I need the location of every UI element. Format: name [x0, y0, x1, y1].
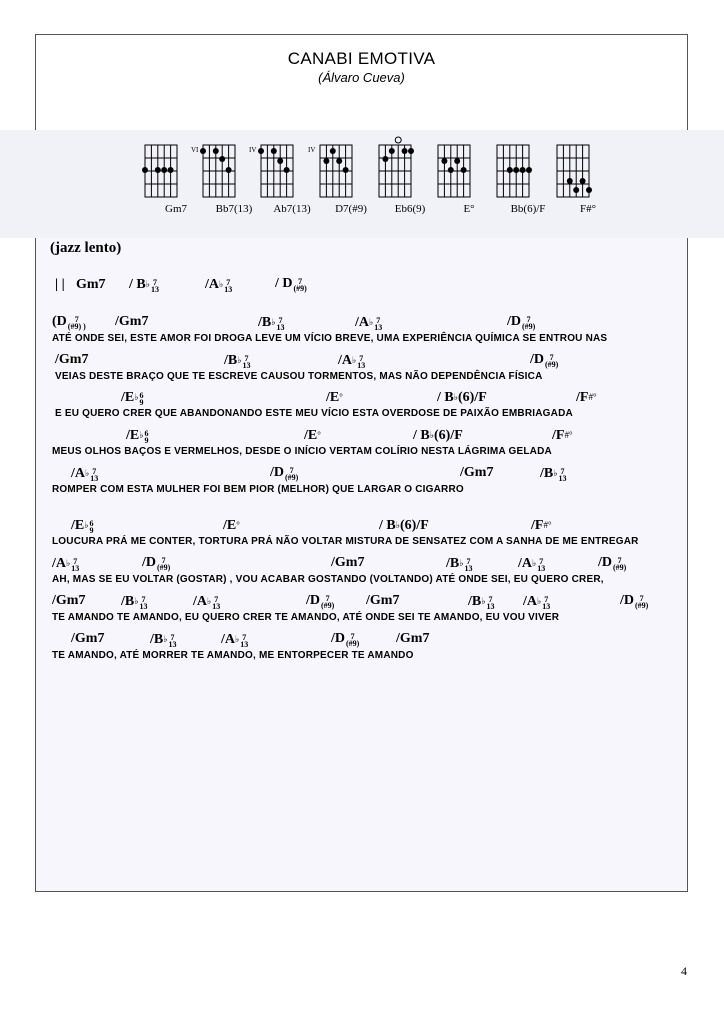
chord-bb7-13: /B♭ 7 13: [258, 315, 285, 332]
chord-gm7: /Gm7: [460, 465, 494, 480]
chord-ab7-13: /A♭ 7 13: [205, 277, 233, 294]
song-author: (Álvaro Cueva): [318, 70, 405, 85]
chord-eb6-9: /E♭ 6 9: [121, 390, 144, 407]
lyric-line: TE AMANDO TE AMANDO, EU QUERO CRER TE AMANDO, ATÉ ONDE SEI TE AMANDO, EU VOU VIVER: [52, 612, 560, 623]
chord-d7-s9: /D 7 (#9): [331, 631, 360, 648]
chord-gm7: /Gm7: [55, 352, 89, 367]
chord-d7-s9: /D 7 (#9): [620, 593, 649, 610]
chord-ab7-13: /A♭ 7 13: [193, 594, 221, 611]
chord-diagram-name: F#°: [579, 203, 597, 215]
chord-diagram-name: E°: [463, 203, 475, 215]
chord-gm7: /Gm7: [52, 593, 86, 608]
chord-d7-s9: /D 7 (#9): [530, 352, 559, 369]
page-number: 4: [681, 964, 687, 978]
chord-diagram-name: Bb(6)/F: [510, 203, 546, 215]
fret-position: IV: [308, 146, 316, 154]
lyric-line: LOUCURA PRÁ ME CONTER, TORTURA PRÁ NÃO VOLTAR MISTURA DE SENSATEZ COM A SANHA DE ME ENTREGAR: [52, 536, 639, 547]
fret-position: VI: [191, 146, 199, 154]
chord-bb7-13: / B♭ 7 13: [129, 277, 159, 294]
chord-bb7-13: /B♭ 7 13: [540, 466, 567, 483]
chord-ab7-13: /A♭ 7 13: [523, 594, 551, 611]
chord-gm7: /Gm7: [396, 631, 430, 646]
chord-diagram-name: Eb6(9): [394, 203, 426, 215]
lyric-line: ATÉ ONDE SEI, ESTE AMOR FOI DROGA LEVE UM VÍCIO BREVE, UMA EXPERIÊNCIA QUÍMICA SE ENTROU NAS: [52, 333, 608, 344]
chord-bb6-f: / B♭(6)/F: [413, 428, 463, 443]
intro-bar: | |: [55, 277, 65, 292]
chord-bb6-f: / B♭(6)/F: [379, 518, 429, 533]
chord-gm7: /Gm7: [115, 314, 149, 329]
song-title: CANABI EMOTIVA: [287, 49, 436, 68]
chord-gm7: Gm7: [76, 277, 106, 292]
chord-diagram-name: Gm7: [165, 203, 187, 215]
chord-ab7-13: /A♭ 7 13: [221, 632, 249, 649]
chord-e-dim: /E°: [304, 428, 321, 443]
chord-fs-dim: /F#°: [576, 390, 597, 405]
chord-bb7-13: /B♭ 7 13: [121, 594, 148, 611]
chord-bb7-13: /B♭ 7 13: [224, 353, 251, 370]
lyric-line: E EU QUERO CRER QUE ABANDONANDO ESTE MEU VÍCIO ESTA OVERDOSE DE PAIXÃO EMBRIAGADA: [55, 408, 573, 419]
chord-eb6-9: /E♭ 6 9: [71, 518, 94, 535]
chord-gm7: /Gm7: [331, 555, 365, 570]
lyric-line: MEUS OLHOS BAÇOS E VERMELHOS, DESDE O INÍCIO VERTAM COLÍRIO NESTA LÁGRIMA GELADA: [52, 446, 552, 457]
chord-grid: [553, 130, 623, 202]
chord-bb7-13: /B♭ 7 13: [150, 632, 177, 649]
chord-eb6-9: /E♭ 6 9: [126, 428, 149, 445]
chord-ab7-13: /A♭ 7 13: [52, 556, 80, 573]
chord-d7-s9: /D 7 (#9): [598, 555, 627, 572]
chord-e-dim: /E°: [326, 390, 343, 405]
lyric-line: AH, MAS SE EU VOLTAR (GOSTAR) , VOU ACABAR GOSTANDO (VOLTANDO) ATÉ ONDE SEI, EU QUERO CRER,: [52, 574, 604, 585]
lyric-line: TE AMANDO, ATÉ MORRER TE AMANDO, ME ENTORPECER TE AMANDO: [52, 650, 414, 661]
chord-e-dim: /E°: [223, 518, 240, 533]
chord-ab7-13: /A♭ 7 13: [338, 353, 366, 370]
chord-d7-s9: (D 7 (#9) ): [52, 314, 86, 331]
chord-d7-s9: /D 7 (#9): [507, 314, 536, 331]
chord-diagram-fs-dim: [553, 130, 623, 238]
chord-gm7: /Gm7: [366, 593, 400, 608]
chord-ab7-13: /A♭ 7 13: [71, 466, 99, 483]
chord-d7-s9: / D 7 (#9): [275, 276, 307, 293]
title-box: [36, 35, 687, 131]
lyric-line: ROMPER COM ESTA MULHER FOI BEM PIOR (MELHOR) QUE LARGAR O CIGARRO: [52, 484, 464, 495]
chord-fs-dim: /F#°: [531, 518, 552, 533]
chord-diagram-name: D7(#9): [335, 203, 367, 215]
style-note: (jazz lento): [50, 240, 122, 256]
chord-d7-s9: /D 7 (#9): [270, 465, 299, 482]
chord-diagram-name: Bb7(13): [215, 203, 253, 215]
chord-bb6-f: / B♭(6)/F: [437, 390, 487, 405]
chord-diagram-name: Ab7(13): [273, 203, 311, 215]
chord-d7-s9: /D 7 (#9): [306, 593, 335, 610]
fret-position: IV: [249, 146, 257, 154]
chord-fs-dim: /F#°: [552, 428, 573, 443]
chord-bb7-13: /B♭ 7 13: [468, 594, 495, 611]
chord-bb7-13: /B♭ 7 13: [446, 556, 473, 573]
chord-ab7-13: /A♭ 7 13: [518, 556, 546, 573]
lyric-line: VEIAS DESTE BRAÇO QUE TE ESCREVE CAUSOU TORMENTOS, MAS NÃO DEPENDÊNCIA FÍSICA: [55, 371, 543, 382]
chord-gm7: /Gm7: [71, 631, 105, 646]
chord-diagrams-band: [0, 130, 724, 238]
chord-ab7-13: /A♭ 7 13: [355, 315, 383, 332]
chord-d7-s9: /D 7 (#9): [142, 555, 171, 572]
